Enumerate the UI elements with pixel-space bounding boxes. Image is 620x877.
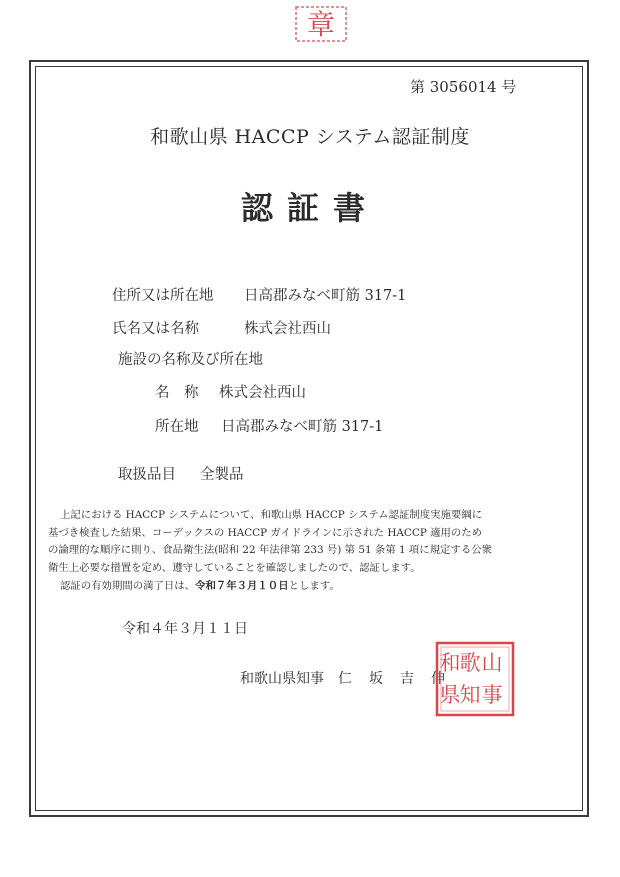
signer-block (240, 668, 462, 688)
governor-seal-icon (434, 640, 516, 718)
statement-line-3: の論理的な順序に則り、食品衛生法(昭和 22 年法律第 233 号) 第 51 条第 1 項に規定する公衆 (48, 544, 492, 557)
name-label: 氏名又は名称 (112, 321, 199, 337)
address-label: 住所又は所在地 (112, 288, 214, 304)
items-value: 全製品 (200, 467, 244, 483)
top-stamp-icon (292, 4, 350, 44)
facility-name-value: 株式会社西山 (219, 385, 306, 401)
certificate-heading: 認証書 (240, 189, 379, 227)
name-row (112, 317, 331, 338)
facility-label: 施設の名称及び所在地 (118, 352, 263, 368)
certificate-number: 第 3056014 号 (410, 78, 517, 96)
svg-text:和: 和 (439, 651, 461, 675)
address-row (112, 284, 406, 305)
svg-text:事: 事 (481, 683, 503, 707)
statement-line-4: 衛生上必要な措置を定め、遵守していることを確認しましたので、認証します。 (48, 562, 421, 575)
system-title: 和歌山県 HACCP システム認証制度 (150, 126, 470, 148)
statement-line-2: 基づき検査した結果、コーデックスの HACCP ガイドラインに示された HACCP 適用のため (48, 526, 483, 539)
facility-location-value: 日高郡みなべ町筋 317-1 (221, 419, 384, 435)
validity-date: 令和７年３月１０日 (195, 579, 289, 592)
facility-name-row (155, 381, 306, 402)
svg-text:知: 知 (459, 683, 481, 707)
svg-text:章: 章 (306, 8, 336, 41)
certification-statement (48, 507, 578, 596)
items-label: 取扱品目 (118, 467, 176, 483)
signer-name: 仁坂吉伸 (338, 671, 462, 687)
facility-location-label: 所在地 (155, 419, 199, 435)
facility-name-label: 名 称 (155, 385, 199, 401)
items-row (118, 463, 244, 484)
svg-text:歌: 歌 (459, 651, 481, 675)
name-value: 株式会社西山 (244, 321, 331, 337)
signer-title: 和歌山県知事 (240, 671, 324, 687)
statement-line-1: 上記における HACCP システムについて、和歌山県 HACCP システム認証制度実施要綱に (60, 509, 483, 521)
issue-date: 令和４年３月１１日 (122, 621, 248, 637)
address-value: 日高郡みなべ町筋 317-1 (244, 288, 407, 304)
facility-location-row (155, 415, 383, 436)
validity-line (48, 578, 578, 596)
svg-text:県: 県 (439, 683, 461, 707)
validity-suffix: とします。 (288, 579, 340, 592)
svg-text:山: 山 (481, 651, 503, 675)
validity-prefix: 認証の有効期間の満了日は、 (60, 579, 196, 592)
